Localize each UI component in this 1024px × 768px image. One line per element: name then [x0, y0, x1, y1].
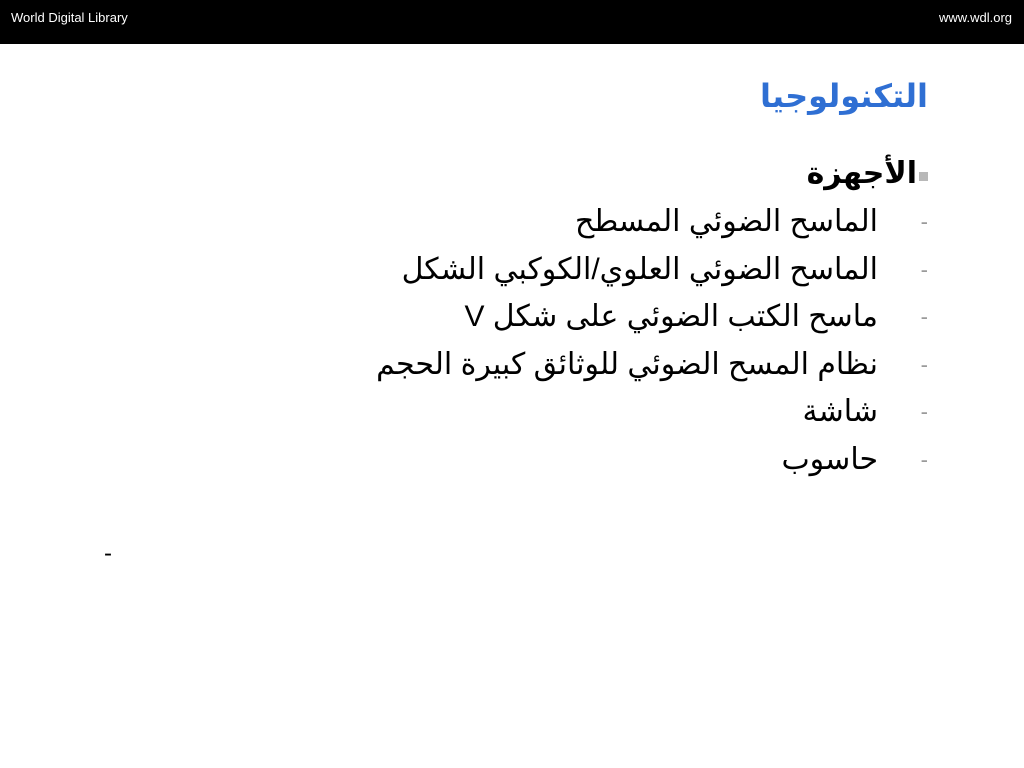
- dash-bullet: -: [920, 351, 928, 377]
- list-item: [228, 341, 928, 389]
- list-item: [228, 293, 928, 341]
- list-item-text: شاشة: [802, 395, 878, 428]
- list-item-text: الماسح الضوئي المسطح: [574, 205, 878, 238]
- list-item: [228, 388, 928, 436]
- list-item: [228, 436, 928, 484]
- list-item: [228, 198, 928, 246]
- list-item: [228, 246, 928, 294]
- section-heading: [807, 152, 928, 196]
- list-item-text: ماسح الكتب الضوئي على شكل V: [464, 300, 878, 333]
- slide-title: التكنولوجيا: [760, 78, 928, 114]
- list-item-text: نظام المسح الضوئي للوثائق كبيرة الحجم: [376, 347, 878, 381]
- header-site-url: www.wdl.org: [939, 10, 1012, 25]
- dash-bullet: -: [920, 304, 928, 329]
- stray-dash-mark: -: [104, 540, 112, 567]
- dash-bullet: -: [920, 399, 928, 424]
- header-site-name: World Digital Library: [11, 10, 128, 25]
- square-bullet-icon: [919, 172, 928, 181]
- list-item-text: حاسوب: [781, 442, 878, 476]
- section-heading-text: الأجهزة: [806, 157, 917, 190]
- header-bar: [0, 0, 1024, 44]
- dash-bullet: -: [920, 256, 928, 282]
- list-item-text: الماسح الضوئي العلوي/الكوكبي الشكل: [401, 252, 878, 286]
- device-list: [228, 198, 928, 483]
- dash-bullet: -: [920, 209, 928, 234]
- dash-bullet: -: [920, 446, 928, 472]
